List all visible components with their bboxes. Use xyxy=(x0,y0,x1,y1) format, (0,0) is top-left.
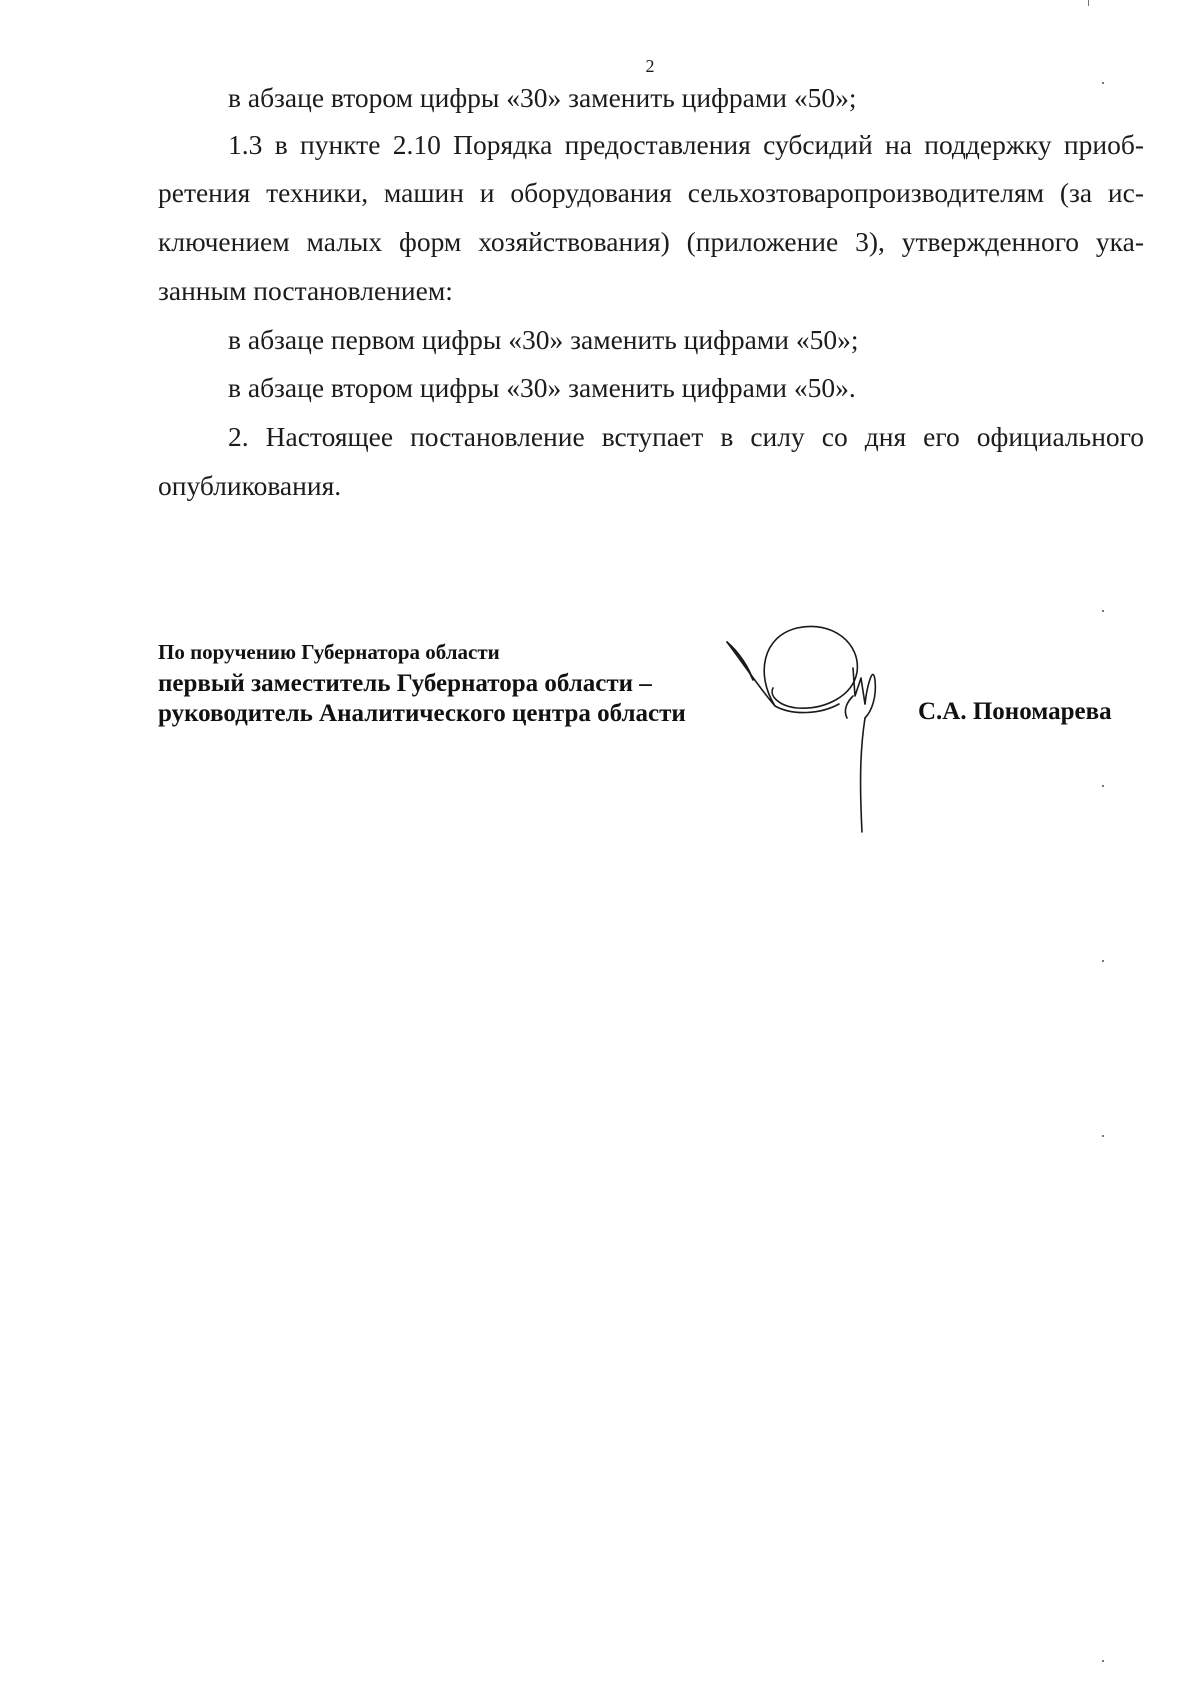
body-line-1: в абзаце втором цифры «30» заменить цифрами «50»; xyxy=(228,82,857,113)
body-line-6: в абзаце первом цифры «30» заменить цифрами «50»; xyxy=(228,324,859,355)
body-line-3: ретения техники, машин и оборудования сельхозтоваропроизводителям (за ис- xyxy=(158,177,1144,208)
scan-mark xyxy=(1102,610,1104,612)
body-line-5: занным постановлением: xyxy=(158,275,453,306)
scan-mark xyxy=(1088,0,1089,6)
body-line-2: 1.3 в пункте 2.10 Порядка предоставления субсидий на поддержку приоб- xyxy=(228,129,1144,160)
signatory-name: С.А. Пономарева xyxy=(918,698,1112,725)
scan-mark xyxy=(1102,82,1104,84)
scan-mark xyxy=(1102,1660,1104,1662)
signature-by-order: По поручению Губернатора области xyxy=(158,640,500,664)
body-line-4: ключением малых форм хозяйствования) (приложение 3), утвержденного ука- xyxy=(158,226,1144,257)
signature-position-line-2: руководитель Аналитического центра области xyxy=(158,700,686,727)
page-number: 2 xyxy=(645,56,655,76)
body-line-9: опубликования. xyxy=(158,470,342,501)
handwritten-signature xyxy=(715,618,935,838)
signature-position-line-1: первый заместитель Губернатора области – xyxy=(158,670,652,697)
body-line-7: в абзаце втором цифры «30» заменить цифрами «50». xyxy=(228,372,856,403)
scan-mark xyxy=(1102,785,1104,787)
scan-mark xyxy=(1102,960,1104,962)
body-line-8: 2. Настоящее постановление вступает в силу со дня его официального xyxy=(228,421,1144,452)
scan-mark xyxy=(1102,1135,1104,1137)
